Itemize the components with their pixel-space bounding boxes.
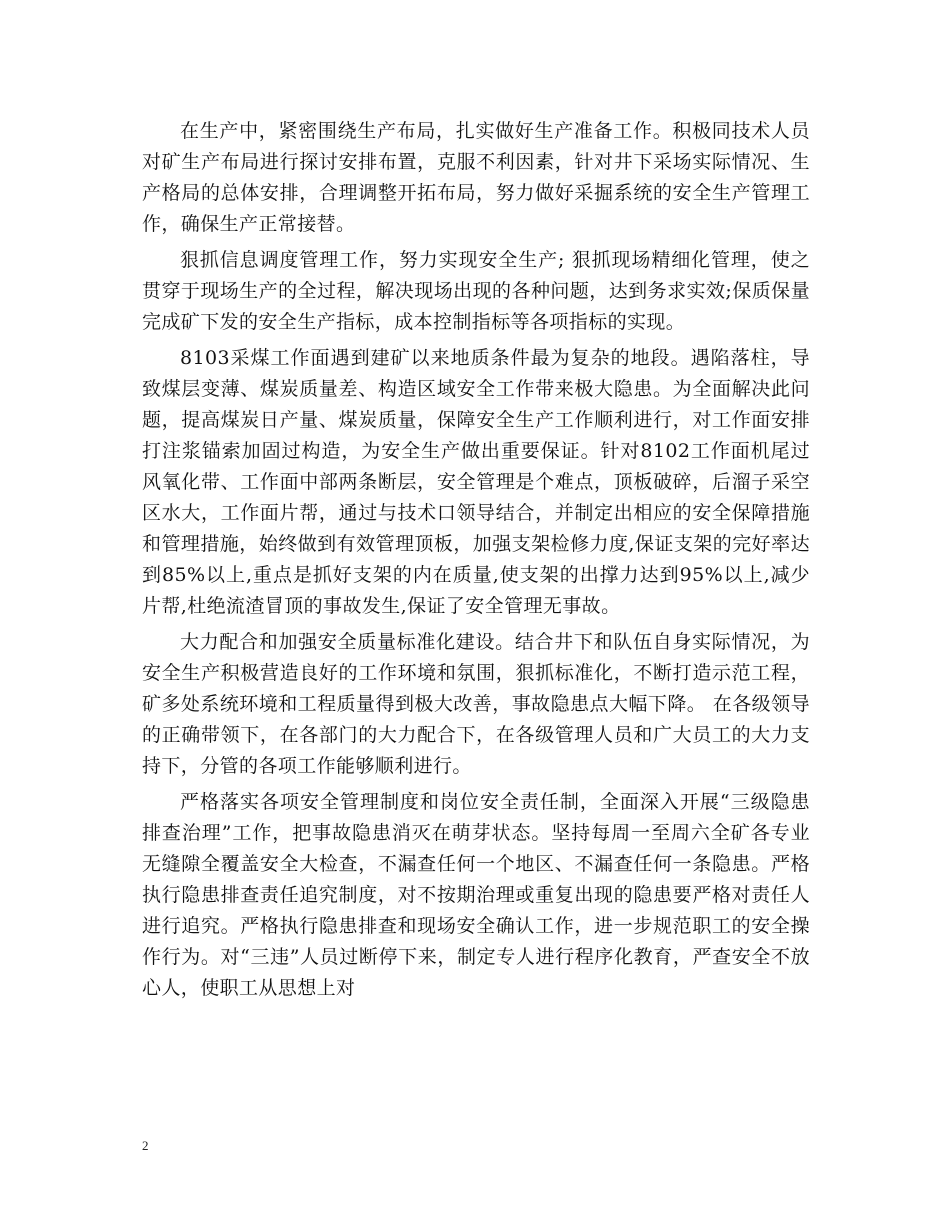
paragraph-quality-standardization: 大力配合和加强安全质量标准化建设。结合井下和队伍自身实际情况，为安全生产积极营造良好的工作环境和氛围，狠抓标准化，不断打造示范工程，矿多处系统环境和工程质量得到极大改善，事故隐患点大幅下降。 在各级领导的正确带领下，在各部门的大力配合下，在各级管理人员和广大员工的大力支持下，分管的各项工作能够顺利进行。 [142, 631, 810, 777]
body-text [142, 116, 810, 1009]
paragraph-8103-working-face: 8103采煤工作面遇到建矿以来地质条件最为复杂的地段。遇陷落柱，导致煤层变薄、煤炭质量差、构造区域安全工作带来极大隐患。为全面解决此问题，提高煤炭日产量、煤炭质量，保障安全生产工作顺利进行，对工作面安排打注浆锚索加固过构造，为安全生产做出重要保证。针对8102工作面机尾过风氧化带、工作面中部两条断层，安全管理是个难点，顶板破碎，后溜子采空区水大，工作面片帮，通过与技术口领导结合，并制定出相应的安全保障措施和管理措施，始终做到有效管理顶板，加强支架检修力度,保证支架的完好率达到85%以上,重点是抓好支架的内在质量,使支架的出撑力达到95%以上,减少片帮,杜绝流渣冒顶的事故发生,保证了安全管理无事故。 [142, 347, 810, 617]
paragraph-dispatch-management: 狠抓信息调度管理工作，努力实现安全生产; 狠抓现场精细化管理，使之贯穿于现场生产的全过程，解决现场出现的各种问题，达到务求实效;保质保量完成矿下发的安全生产指标，成本控制指标等各项指标的实现。 [142, 249, 810, 333]
page-number: 2 [142, 1138, 149, 1153]
paragraph-production-layout: 在生产中，紧密围绕生产布局，扎实做好生产准备工作。积极同技术人员对矿生产布局进行探讨安排布置，克服不利因素，针对井下采场实际情况、生产格局的总体安排，合理调整开拓布局，努力做好采掘系统的安全生产管理工作，确保生产正常接替。 [142, 120, 810, 235]
paragraph-hazard-inspection: 严格落实各项安全管理制度和岗位安全责任制，全面深入开展“三级隐患排查治理”工作，把事故隐患消灭在萌芽状态。坚持每周一至周六全矿各专业无缝隙全覆盖安全大检查，不漏查任何一个地区、不漏查任何一条隐患。严格执行隐患排查责任追究制度，对不按期治理或重复出现的隐患要严格对责任人进行追究。严格执行隐患排查和现场安全确认工作，进一步规范职工的安全操作行为。对“三违”人员过断停下来，制定专人进行程序化教育，严查安全不放心人，使职工从思想上对 [142, 791, 810, 999]
